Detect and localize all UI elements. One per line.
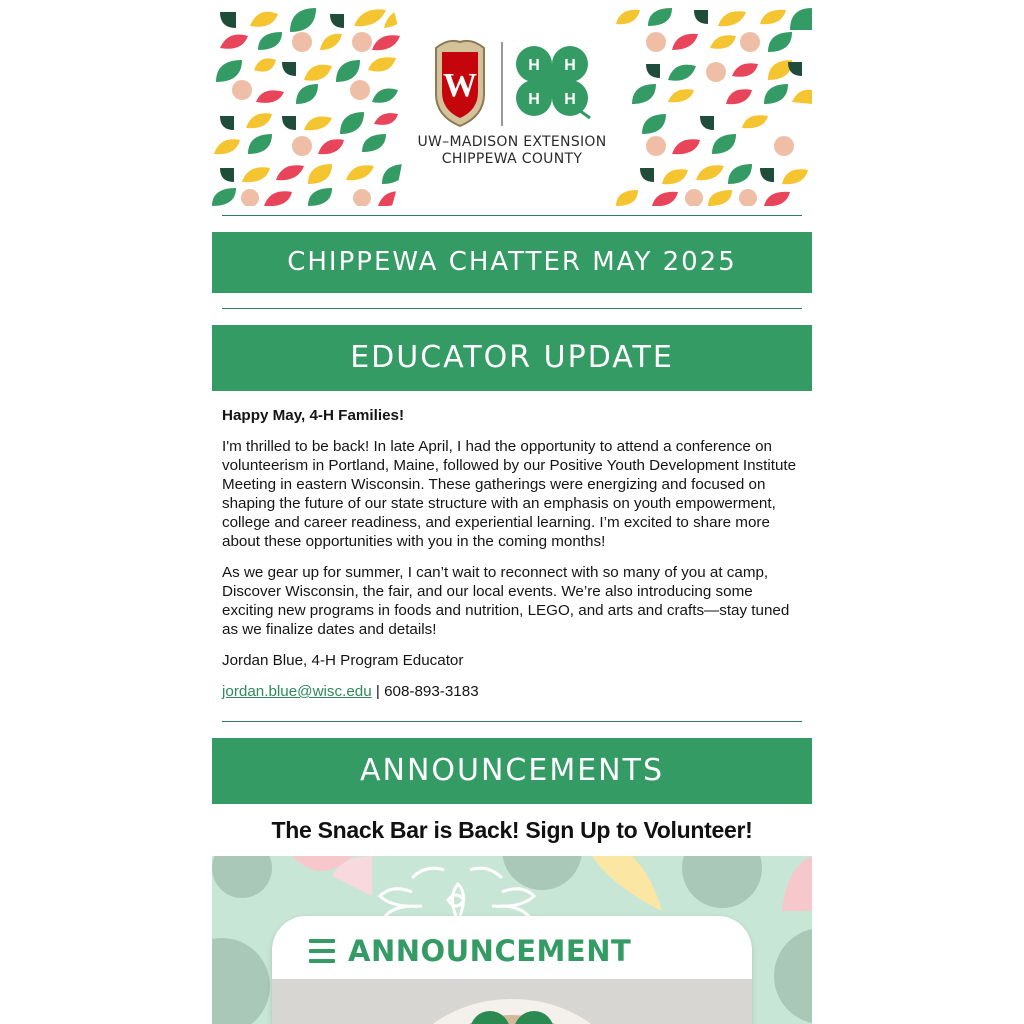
- contact-line: [222, 682, 804, 701]
- coffee-cup-photo: [272, 979, 752, 1024]
- email-link[interactable]: jordan.blue@wisc.edu: [222, 683, 372, 700]
- svg-text:W: W: [443, 67, 477, 104]
- divider: [222, 308, 802, 309]
- newsletter-title: CHIPPEWA CHATTER MAY 2025: [212, 232, 812, 293]
- hands-heart-icon: [380, 868, 534, 918]
- uw-crest-icon: [436, 41, 484, 126]
- educator-update-heading: EDUCATOR UPDATE: [212, 325, 812, 391]
- announcement-card: [272, 916, 752, 1024]
- svg-text:H: H: [528, 57, 540, 74]
- signature: Jordan Blue, 4-H Program Educator: [222, 652, 464, 669]
- header-banner: [212, 4, 812, 206]
- svg-text:H: H: [564, 57, 576, 74]
- divider: [222, 721, 802, 722]
- announcement-card-label: ANNOUNCEMENT: [348, 934, 632, 968]
- educator-paragraph-1: I'm thrilled to be back! In late April, I had the opportunity to attend a conference on volunteerism in Portland, Maine, followed by our Positive Youth Development Institute Meeting in eastern Wisconsin. These gatherings were energizing and focused on shaping the future of our state structure with an emphasis on youth empowerment, college and career readiness, and experiential learning. I’m excited to share more about these opportunities with you in the coming months!: [222, 438, 797, 550]
- left-pattern: [212, 8, 408, 206]
- right-pattern: [616, 8, 812, 206]
- educator-paragraph-2: As we gear up for summer, I can’t wait to reconnect with so many of you at camp, Discover Wisconsin, the fair, and our local events. We’re also introducing some exciting new programs in foods and nutrition, LEGO, and arts and crafts—stay tuned as we finalize dates and details!: [222, 564, 790, 638]
- org-name-line2: CHIPPEWA COUNTY: [441, 151, 583, 167]
- greeting: Happy May, 4-H Families!: [222, 407, 405, 424]
- svg-text:H: H: [528, 91, 540, 108]
- org-name-line1: UW–MADISON EXTENSION: [417, 134, 607, 150]
- announcements-heading: ANNOUNCEMENTS: [212, 738, 812, 804]
- announcement-image[interactable]: [212, 856, 812, 1024]
- contact-separator: |: [371, 683, 385, 700]
- svg-text:H: H: [564, 91, 576, 108]
- snack-bar-title: The Snack Bar is Back! Sign Up to Volunteer!: [271, 817, 753, 843]
- phone-number: 608-893-3183: [384, 683, 479, 700]
- pattern-graphic: [212, 4, 812, 206]
- menu-icon: [309, 939, 335, 963]
- divider: [222, 215, 802, 216]
